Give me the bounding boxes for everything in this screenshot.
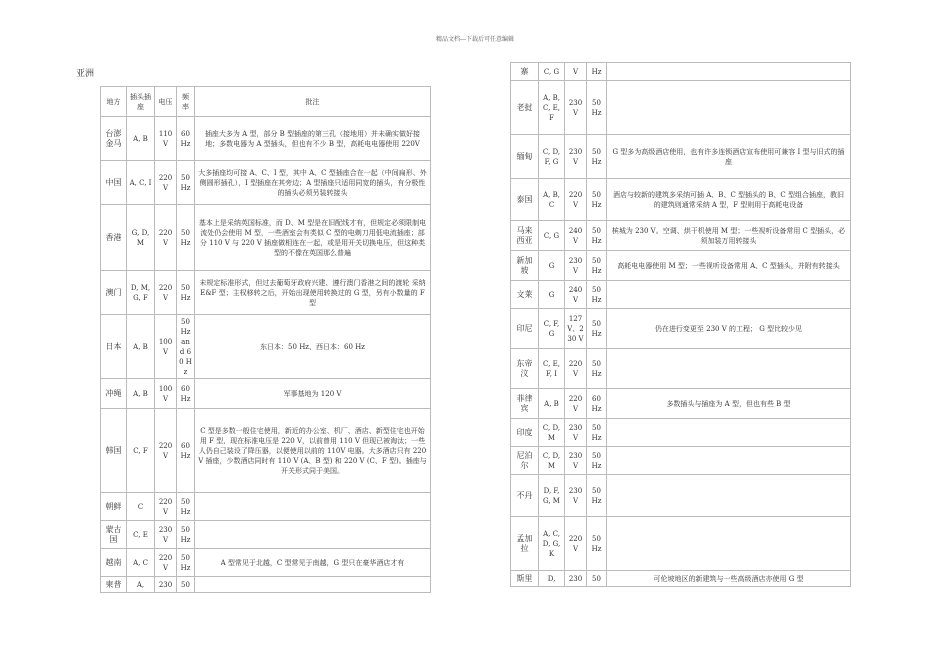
- notes-cell: [607, 475, 851, 517]
- frequency-cell: 50 Hz: [587, 447, 607, 475]
- notes-cell: [607, 419, 851, 447]
- plug-cell: C, G: [539, 221, 565, 251]
- notes-cell: [195, 577, 431, 593]
- notes-cell: [195, 493, 431, 521]
- table-row: [101, 521, 431, 549]
- country-cell: 日本: [101, 315, 127, 379]
- region-heading: 亚洲: [76, 69, 95, 79]
- table-body-right: [511, 63, 851, 587]
- notes-cell: [607, 349, 851, 389]
- plug-cell: A, B: [127, 117, 155, 161]
- country-cell: 泰国: [511, 179, 539, 221]
- voltage-cell: 230 V: [565, 135, 587, 179]
- frequency-cell: 60 Hz: [177, 379, 195, 409]
- header-voltage: 电压: [155, 87, 177, 117]
- country-cell: 朝鲜: [101, 493, 127, 521]
- country-cell: 印度: [511, 419, 539, 447]
- frequency-cell: 50: [177, 577, 195, 593]
- voltage-cell: 230: [155, 577, 177, 593]
- voltage-cell: 230 V: [565, 419, 587, 447]
- table-row: [511, 571, 851, 587]
- plug-cell: A, C: [127, 549, 155, 577]
- country-cell: 台澎金马: [101, 117, 127, 161]
- frequency-cell: 50 Hz: [587, 81, 607, 135]
- table-row: [101, 315, 431, 379]
- notes-cell: 多数插头与插座为 A 型，但也有些 B 型: [607, 389, 851, 419]
- table-row: [511, 309, 851, 349]
- notes-cell: [607, 81, 851, 135]
- frequency-cell: 60 Hz: [587, 389, 607, 419]
- table-row: [101, 161, 431, 205]
- notes-cell: 插座大多为 A 型，部分 B 型插座的第三孔（接地用）并未确实做好接地；多数电器为 A 型插头，但也有不少 B 型，高耗电电器使用 220V: [195, 117, 431, 161]
- table-row: [101, 379, 431, 409]
- frequency-cell: 50 Hz: [587, 475, 607, 517]
- table-row: [511, 135, 851, 179]
- frequency-cell: 50 Hz: [177, 493, 195, 521]
- table-row: [101, 409, 431, 493]
- plug-cell: G: [539, 251, 565, 281]
- voltage-cell: 240 V: [565, 221, 587, 251]
- voltage-cell: 220 V: [155, 409, 177, 493]
- plug-cell: D,: [539, 571, 565, 587]
- voltage-cell: 220 V: [565, 349, 587, 389]
- notes-cell: 军事基地为 120 V: [195, 379, 431, 409]
- notes-cell: 高耗电电器使用 M 型；一些视听设备常用 A、C 型插头，并附有转接头: [607, 251, 851, 281]
- table-row: [511, 81, 851, 135]
- frequency-cell: 50 Hz: [177, 271, 195, 315]
- country-cell: 蒙古国: [101, 521, 127, 549]
- plug-cell: C, F, G: [539, 309, 565, 349]
- table-row: [101, 271, 431, 315]
- power-table-right: [510, 62, 851, 587]
- notes-cell: [607, 447, 851, 475]
- power-table-left: [100, 86, 431, 593]
- notes-cell: [195, 521, 431, 549]
- frequency-cell: 50 Hz: [587, 179, 607, 221]
- table-row: [101, 549, 431, 577]
- plug-cell: D, M, G, F: [127, 271, 155, 315]
- country-cell: 柬普: [101, 577, 127, 593]
- voltage-cell: 230 V: [565, 447, 587, 475]
- plug-cell: A, C, I: [127, 161, 155, 205]
- voltage-cell: 127 V、230 V: [565, 309, 587, 349]
- notes-cell: 可伦坡地区的新建筑与一些高级酒店亦使用 G 型: [607, 571, 851, 587]
- notes-cell: [607, 63, 851, 81]
- country-cell: 越南: [101, 549, 127, 577]
- table-row: [511, 179, 851, 221]
- notes-cell: 大多插座均可接 A、C、I 型，其中 A、C 型插座合在一起（中间扁形、外侧圆形插孔），I 型插座在其旁边；A 型插座只适用同宽的插头，有分极性的插头必须另装转接头: [195, 161, 431, 205]
- notes-cell: [607, 281, 851, 309]
- plug-cell: A, B: [127, 315, 155, 379]
- voltage-cell: 240 V: [565, 281, 587, 309]
- country-cell: 韩国: [101, 409, 127, 493]
- country-cell: 中国: [101, 161, 127, 205]
- plug-cell: C: [127, 493, 155, 521]
- voltage-cell: 220 V: [155, 271, 177, 315]
- country-cell: 澳门: [101, 271, 127, 315]
- notes-cell: G 型多为高级酒店使用，也有许多连锁酒店宣布使用可兼容 I 型与旧式的插座: [607, 135, 851, 179]
- table-row: [511, 475, 851, 517]
- notes-cell: [607, 517, 851, 571]
- country-cell: 寨: [511, 63, 539, 81]
- table-row: [511, 419, 851, 447]
- table-header-row: [101, 87, 431, 117]
- plug-cell: G: [539, 281, 565, 309]
- plug-cell: A, B: [539, 389, 565, 419]
- frequency-cell: 60 Hz: [177, 409, 195, 493]
- notes-cell: 东日本：50 Hz、西日本：60 Hz: [195, 315, 431, 379]
- plug-cell: A, C, D, G, K: [539, 517, 565, 571]
- voltage-cell: 100 V: [155, 315, 177, 379]
- header-frequency: 频率: [177, 87, 195, 117]
- header-plug: 插头插座: [127, 87, 155, 117]
- country-cell: 香港: [101, 205, 127, 271]
- notes-cell: 未规定标准形式，但过去葡萄牙政府兴建、遵行澳门香港之间的渡轮 采纳 E&F 型；主权移转之后，开始出现使用转换过的 G 型，另有小数量的 F 型: [195, 271, 431, 315]
- header-region: 地方: [101, 87, 127, 117]
- table-row: [511, 63, 851, 81]
- plug-cell: A, B, C: [539, 179, 565, 221]
- voltage-cell: 230: [565, 571, 587, 587]
- frequency-cell: 50: [587, 571, 607, 587]
- plug-cell: G, D, M: [127, 205, 155, 271]
- plug-cell: C, E: [127, 521, 155, 549]
- plug-cell: C, D, M: [539, 419, 565, 447]
- frequency-cell: 50 Hz and 60 Hz: [177, 315, 195, 379]
- plug-cell: A, B: [127, 379, 155, 409]
- frequency-cell: 60 Hz: [177, 117, 195, 161]
- table-row: [511, 517, 851, 571]
- frequency-cell: 50 Hz: [587, 517, 607, 571]
- plug-cell: D, F, G, M: [539, 475, 565, 517]
- plug-cell: A,: [127, 577, 155, 593]
- frequency-cell: 50 Hz: [177, 521, 195, 549]
- frequency-cell: 50 Hz: [587, 221, 607, 251]
- country-cell: 孟加拉: [511, 517, 539, 571]
- table-row: [101, 493, 431, 521]
- voltage-cell: 220 V: [155, 493, 177, 521]
- notes-cell: 仍在进行变更至 230 V 的工程； G 型比较少见: [607, 309, 851, 349]
- voltage-cell: 220 V: [155, 205, 177, 271]
- frequency-cell: 50 Hz: [587, 281, 607, 309]
- voltage-cell: 220 V: [565, 389, 587, 419]
- table-row: [101, 577, 431, 593]
- notes-cell: A 型常见于北越，C 型常见于南越，G 型只在豪华酒店才有: [195, 549, 431, 577]
- voltage-cell: 230 V: [565, 81, 587, 135]
- country-cell: 冲绳: [101, 379, 127, 409]
- country-cell: 尼泊尔: [511, 447, 539, 475]
- plug-cell: C, F: [127, 409, 155, 493]
- table-row: [101, 205, 431, 271]
- frequency-cell: 50 Hz: [587, 419, 607, 447]
- notes-cell: C 型是多数一般住宅使用，新近的办公室、机厂、酒店、新型住宅也开始用 F 型，现在标准电压是 220 V，以前曾用 110 V 但现已被淘汰；一些人仍自己装设了降压器，以便使用以前的 110V 电器。大多酒店只有 220 V 插座，少数酒店同时有 110 V (A、B 型) 和 220 V (C、F 型)。插座与开关形式同于美国。: [195, 409, 431, 493]
- frequency-cell: Hz: [587, 63, 607, 81]
- country-cell: 印尼: [511, 309, 539, 349]
- frequency-cell: 50 Hz: [587, 309, 607, 349]
- plug-cell: C, G: [539, 63, 565, 81]
- frequency-cell: 50 Hz: [177, 161, 195, 205]
- voltage-cell: V: [565, 63, 587, 81]
- country-cell: 不丹: [511, 475, 539, 517]
- table-row: [511, 447, 851, 475]
- notes-cell: 槟城为 230 V。空调、烘干机使用 M 型；一些视听设备常用 C 型插头，必须加装万用转接头: [607, 221, 851, 251]
- country-cell: 东帝汶: [511, 349, 539, 389]
- plug-cell: C, D, F, G: [539, 135, 565, 179]
- voltage-cell: 230 V: [565, 475, 587, 517]
- table-body-left: [101, 117, 431, 593]
- voltage-cell: 110 V: [155, 117, 177, 161]
- table-row: [511, 221, 851, 251]
- voltage-cell: 230 V: [155, 521, 177, 549]
- country-cell: 文莱: [511, 281, 539, 309]
- plug-cell: C, E, F, I: [539, 349, 565, 389]
- frequency-cell: 50 Hz: [587, 135, 607, 179]
- table-row: [511, 281, 851, 309]
- country-cell: 马来西亚: [511, 221, 539, 251]
- frequency-cell: 50 Hz: [587, 349, 607, 389]
- table-row: [511, 251, 851, 281]
- voltage-cell: 220 V: [565, 179, 587, 221]
- voltage-cell: 100 V: [155, 379, 177, 409]
- notes-cell: 酒店与较新的建筑多采纳可插 A、B、C 型插头的 B、C 型组合插座，教旧的建筑则通常采纳 A 型，F 型则用于高耗电设备: [607, 179, 851, 221]
- country-cell: 菲律宾: [511, 389, 539, 419]
- voltage-cell: 220 V: [565, 517, 587, 571]
- frequency-cell: 50 Hz: [177, 205, 195, 271]
- header-notes: 批注: [195, 87, 431, 117]
- page-header: 精品文档---下载后可任意编辑: [435, 36, 515, 43]
- frequency-cell: 50 Hz: [177, 549, 195, 577]
- voltage-cell: 230 V: [565, 251, 587, 281]
- country-cell: 老挝: [511, 81, 539, 135]
- notes-cell: 基本上是采纳英国标准，而 D、M 型是在旧配线才有，但规定必须限制电流处仍会使用 M 型，一些酒室会有类似 C 型的电剃刀用低电流插座；部分 110 V 与 220 V 插座做相连在一起，或是用开关切换电压，但这种类型的不像在英国那么普遍: [195, 205, 431, 271]
- frequency-cell: 50 Hz: [587, 251, 607, 281]
- country-cell: 新加坡: [511, 251, 539, 281]
- table-row: [511, 349, 851, 389]
- country-cell: 斯里: [511, 571, 539, 587]
- plug-cell: A, B, C, E, F: [539, 81, 565, 135]
- country-cell: 缅甸: [511, 135, 539, 179]
- plug-cell: C, D, M: [539, 447, 565, 475]
- voltage-cell: 220 V: [155, 161, 177, 205]
- table-row: [511, 389, 851, 419]
- table-row: [101, 117, 431, 161]
- voltage-cell: 220 V: [155, 549, 177, 577]
